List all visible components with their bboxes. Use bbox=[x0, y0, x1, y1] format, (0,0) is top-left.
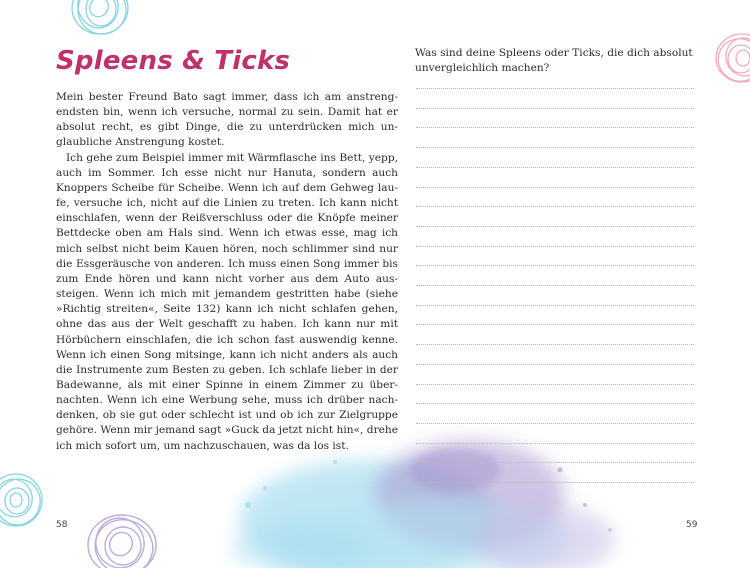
writing-line[interactable] bbox=[416, 344, 694, 345]
writing-line[interactable] bbox=[416, 324, 694, 325]
writing-line[interactable] bbox=[416, 462, 694, 463]
writing-line[interactable] bbox=[416, 88, 694, 89]
writing-line[interactable] bbox=[416, 147, 694, 148]
writing-line[interactable] bbox=[416, 187, 694, 188]
paragraph: Mein bester Freund Bato sagt immer, dass ich am anstrengendsten bin, wenn ich versuche, normal zu sein. Damit hat er absolut recht, es gibt Dinge, die zu unterdrücken mich unglaubliche Anstrengung kostet. bbox=[56, 91, 398, 149]
writing-line[interactable] bbox=[416, 423, 694, 424]
writing-line[interactable] bbox=[416, 226, 694, 227]
writing-line[interactable] bbox=[416, 364, 694, 365]
writing-line[interactable] bbox=[416, 403, 694, 404]
writing-line[interactable] bbox=[416, 443, 694, 444]
writing-line[interactable] bbox=[416, 108, 694, 109]
writing-line[interactable] bbox=[416, 305, 694, 306]
writing-line[interactable] bbox=[416, 482, 694, 483]
page-number-left: 58 bbox=[56, 520, 68, 530]
writing-line[interactable] bbox=[416, 285, 694, 286]
paragraph: Ich gehe zum Beispiel immer mit Wärmflasche ins Bett, yepp, auch im Sommer. Ich esse nicht nur Hanuta, sondern auch Knoppers Scheibe für Scheibe. Wenn ich auf dem Gehweg laufe, versuche ich, nicht auf die Linien zu treten. Ich kann nicht einschlafen, wenn der Reißverschluss oder die Knöpfe meiner Bettdecke oben am Hals sind. Wenn ich etwas esse, mag ich mich selbst nicht beim Kauen hören, noch schlimmer sind nur die Essgeräusche von anderen. Ich muss einen Song immer bis zum Ende hören und kann nicht vorher aus dem Auto aussteigen. Wenn ich mich mit jemandem gestritten habe (siehe »Richtig streiten«, Seite 132) kann ich nicht schlafen gehen, ohne das aus der Welt geschafft zu haben. Ich kann nur mit Hörbüchern einschlafen, die ich schon fast auswendig kenne. Wenn ich einen Song mitsinge, kann ich nicht anders als auch die Instrumente zum Besten zu geben. Ich schlafe lieber in der Badewanne, als mit einer Spinne in einem Zimmer zu übernachten. Wenn ich eine Werbung sehe, muss ich drüber nachdenken, ob sie gut oder schlecht ist und ob ich zur Zielgruppe gehöre. Wenn mir jemand sagt »Guck da jetzt nicht hin«, drehe ich mich sofort um, um nachzuschauen, was da los ist. bbox=[56, 151, 398, 452]
writing-line[interactable] bbox=[416, 127, 694, 128]
question-prompt: Was sind deine Spleens oder Ticks, die dich absolut unvergleichlich machen? bbox=[415, 47, 693, 75]
body-text bbox=[56, 90, 398, 454]
writing-line[interactable] bbox=[416, 167, 694, 168]
page-title: Spleens & Ticks bbox=[56, 46, 291, 76]
writing-line[interactable] bbox=[416, 206, 694, 207]
writing-line[interactable] bbox=[416, 384, 694, 385]
scribble-circle-lavender-icon bbox=[88, 512, 161, 568]
writing-lines bbox=[416, 88, 694, 508]
scribble-circle-cyan-icon bbox=[71, 0, 133, 41]
scribble-circle-pink-icon bbox=[711, 32, 750, 89]
writing-line[interactable] bbox=[416, 265, 694, 266]
writing-line[interactable] bbox=[416, 246, 694, 247]
page-number-right: 59 bbox=[686, 520, 698, 530]
scribble-circle-cyan-icon bbox=[0, 473, 47, 531]
